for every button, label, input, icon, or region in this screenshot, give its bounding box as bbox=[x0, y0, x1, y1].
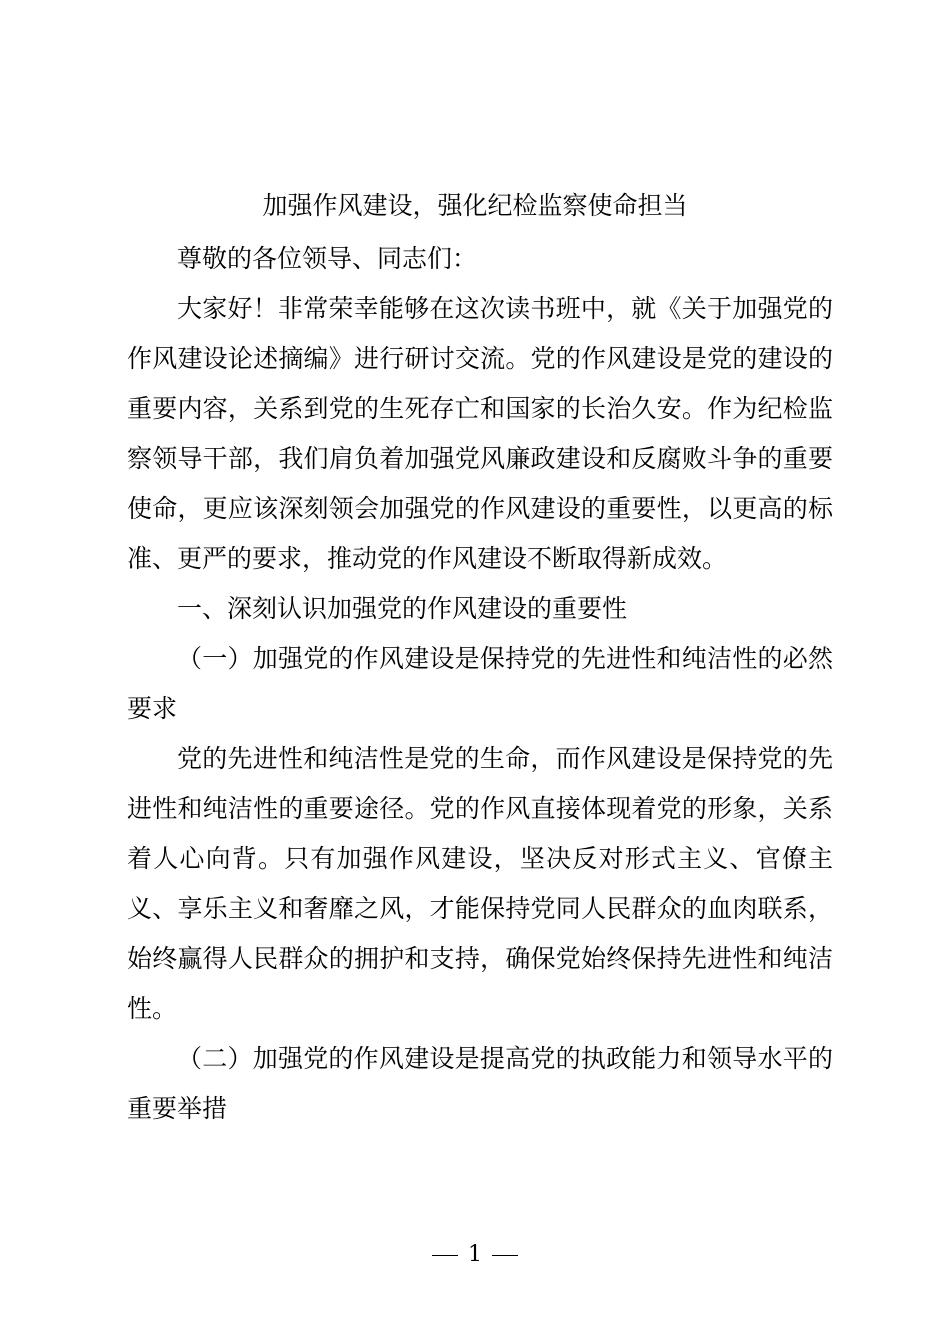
subsection-heading-2: （二）加强党的作风建设是提高党的执政能力和领导水平的重要举措 bbox=[127, 1044, 833, 1123]
section-heading-1: 一、深刻认识加强党的作风建设的重要性 bbox=[177, 594, 628, 623]
subsection-heading-1: （一）加强党的作风建设是保持党的先进性和纯洁性的必然要求 bbox=[127, 644, 833, 723]
page-footer bbox=[0, 1240, 950, 1270]
body-paragraph: 党的先进性和纯洁性是党的生命，而作风建设是保持党的先进性和纯洁性的重要途径。党的作风直接体现着党的形象，关系着人心向背。只有加强作风建设，坚决反对形式主义、官僚主义、享乐主义和奢靡之风，才能保持党同人民群众的血肉联系，始终赢得人民群众的拥护和支持，确保党始终保持先进性和纯洁性。 bbox=[127, 744, 833, 1023]
document-title: 加强作风建设，强化纪检监察使命担当 bbox=[262, 191, 688, 220]
footer-dash-left bbox=[432, 1255, 458, 1256]
salutation-paragraph: 尊敬的各位领导、同志们： bbox=[177, 244, 478, 273]
page-number: 1 bbox=[468, 1242, 482, 1267]
document-body bbox=[127, 234, 833, 1134]
footer-dash-right bbox=[492, 1255, 518, 1256]
intro-paragraph: 大家好！非常荣幸能够在这次读书班中，就《关于加强党的作风建设论述摘编》进行研讨交流。党的作风建设是党的建设的重要内容，关系到党的生死存亡和国家的长治久安。作为纪检监察领导干部，我们肩负着加强党风廉政建设和反腐败斗争的重要使命，更应该深刻领会加强党的作风建设的重要性，以更高的标准、更严的要求，推动党的作风建设不断取得新成效。 bbox=[127, 294, 833, 573]
